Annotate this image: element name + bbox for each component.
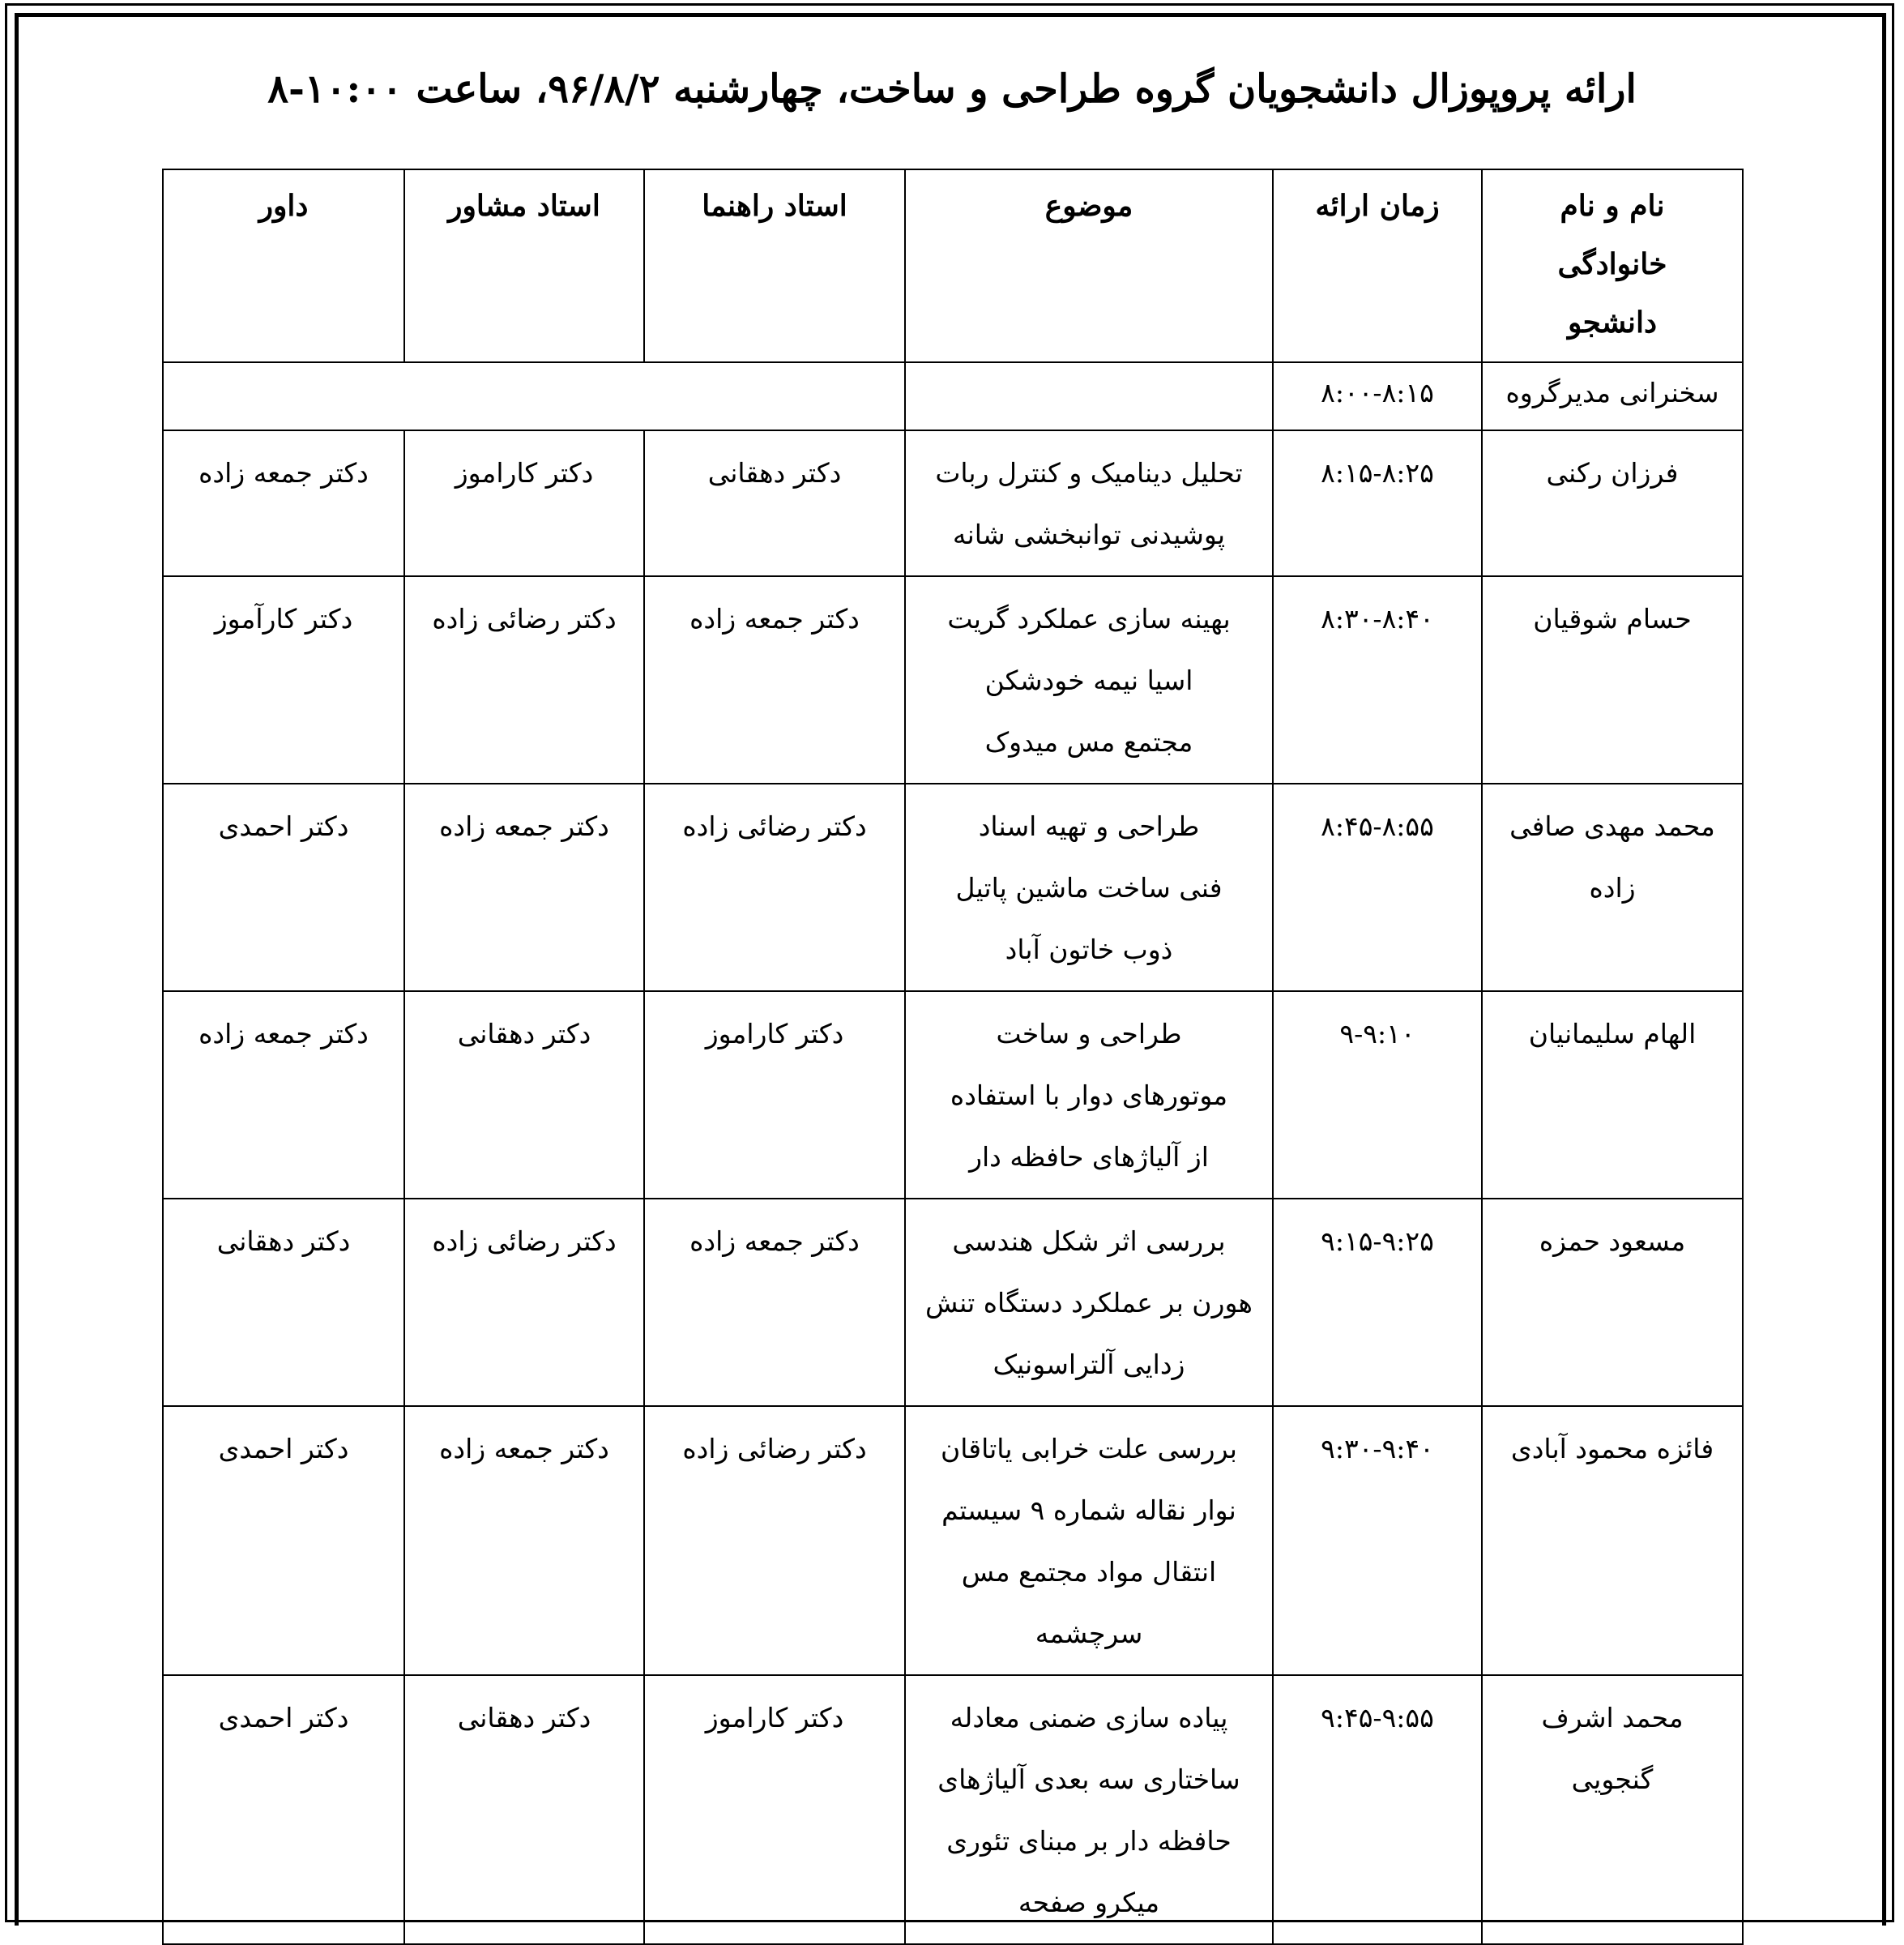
presentation-time: ۹-۹:۱۰ [1339,1018,1415,1049]
presentation-time: ۸:۱۵-۸:۲۵ [1321,457,1434,489]
advisor: دکتر دهقانی [404,1675,644,1944]
presentation-time-cell [1273,430,1482,576]
presentation-time: ۹:۱۵-۹:۲۵ [1321,1225,1434,1257]
table-row [163,1406,1743,1675]
header-supervisor: استاد راهنما [644,169,905,362]
referee: دکتر احمدی [163,1406,404,1675]
supervisor: دکتر کاراموز [644,991,905,1199]
advisor: دکتر جمعه زاده [404,784,644,991]
presentation-time: ۹:۳۰-۹:۴۰ [1321,1433,1434,1464]
supervisor: دکتر رضائی زاده [644,1406,905,1675]
presentation-time-cell [1273,991,1482,1199]
table-row [163,430,1743,576]
table-row [163,576,1743,784]
header-row [163,169,1743,362]
presentation-time-cell [1273,1675,1482,1944]
supervisor: دکتر جمعه زاده [644,1199,905,1406]
referee: دکتر احمدی [163,784,404,991]
student-name: حسام شوقیان [1482,576,1743,784]
supervisor: دکتر جمعه زاده [644,576,905,784]
header-topic: موضوع [905,169,1273,362]
presentation-time: ۹:۴۵-۹:۵۵ [1321,1702,1434,1733]
student-name: مسعود حمزه [1482,1199,1743,1406]
presentation-time-cell [1273,1199,1482,1406]
student-name: فائزه محمود آبادی [1482,1406,1743,1675]
advisor: دکتر رضائی زاده [404,1199,644,1406]
header-referee: داور [163,169,404,362]
topic: بهینه سازی عملکرد گریت اسیا نیمه خودشکن مجتمع مس میدوک [905,576,1273,784]
intro-name-cell: سخنرانی مدیرگروه [1482,362,1743,430]
student-name: محمد مهدی صافی زاده [1482,784,1743,991]
table-row [163,784,1743,991]
intro-topic-cell [905,362,1273,430]
supervisor: دکتر رضائی زاده [644,784,905,991]
presentation-time-cell [1273,784,1482,991]
referee: دکتر احمدی [163,1675,404,1944]
advisor: دکتر کاراموز [404,430,644,576]
presentation-time-cell [1273,576,1482,784]
presentation-time-cell [1273,1406,1482,1675]
table-row-intro [163,362,1743,430]
intro-time: ۸:۰۰-۸:۱۵ [1321,377,1434,408]
topic: پیاده سازی ضمنی معادله ساختاری سه بعدی آلیاژهای حافظه دار بر مبنای تئوری میکرو صفحه [905,1675,1273,1944]
referee: دکتر جمعه زاده [163,991,404,1199]
advisor: دکتر رضائی زاده [404,576,644,784]
topic: بررسی اثر شکل هندسی هورن بر عملکرد دستگاه تنش زدایی آلتراسونیک [905,1199,1273,1406]
student-name: فرزان رکنی [1482,430,1743,576]
advisor: دکتر دهقانی [404,991,644,1199]
schedule-table [162,169,1744,1945]
table-row [163,991,1743,1199]
supervisor: دکتر دهقانی [644,430,905,576]
table-row [163,1199,1743,1406]
header-advisor: استاد مشاور [404,169,644,362]
presentation-time: ۸:۳۰-۸:۴۰ [1321,603,1434,635]
supervisor: دکتر کاراموز [644,1675,905,1944]
topic: بررسی علت خرابی یاتاقان نوار نقاله شماره ۹ سیستم انتقال مواد مجتمع مس سرچشمه [905,1406,1273,1675]
table-row [163,1675,1743,1944]
header-presentation-time: زمان ارائه [1273,169,1482,362]
intro-time-cell [1273,362,1482,430]
referee: دکتر کارآموز [163,576,404,784]
advisor: دکتر جمعه زاده [404,1406,644,1675]
intro-empty-cell [163,362,905,430]
student-name: محمد اشرف گنجویی [1482,1675,1743,1944]
student-name: الهام سلیمانیان [1482,991,1743,1199]
header-student-name: نام و نام خانوادگی دانشجو [1482,169,1743,362]
page-title: ارائه پروپوزال دانشجویان گروه طراحی و ساخت، چهارشنبه ۹۶/۸/۲، ساعت ۱۰:۰۰-۸ [267,66,1637,112]
presentation-time: ۸:۴۵-۸:۵۵ [1321,810,1434,842]
topic: طراحی و تهیه اسناد فنی ساخت ماشین پاتیل ذوب خاتون آباد [905,784,1273,991]
referee: دکتر دهقانی [163,1199,404,1406]
referee: دکتر جمعه زاده [163,430,404,576]
topic: طراحی و ساخت موتورهای دوار با استفاده از آلیاژهای حافظه دار [905,991,1273,1199]
topic: تحلیل دینامیک و کنترل ربات پوشیدنی توانبخشی شانه [905,430,1273,576]
